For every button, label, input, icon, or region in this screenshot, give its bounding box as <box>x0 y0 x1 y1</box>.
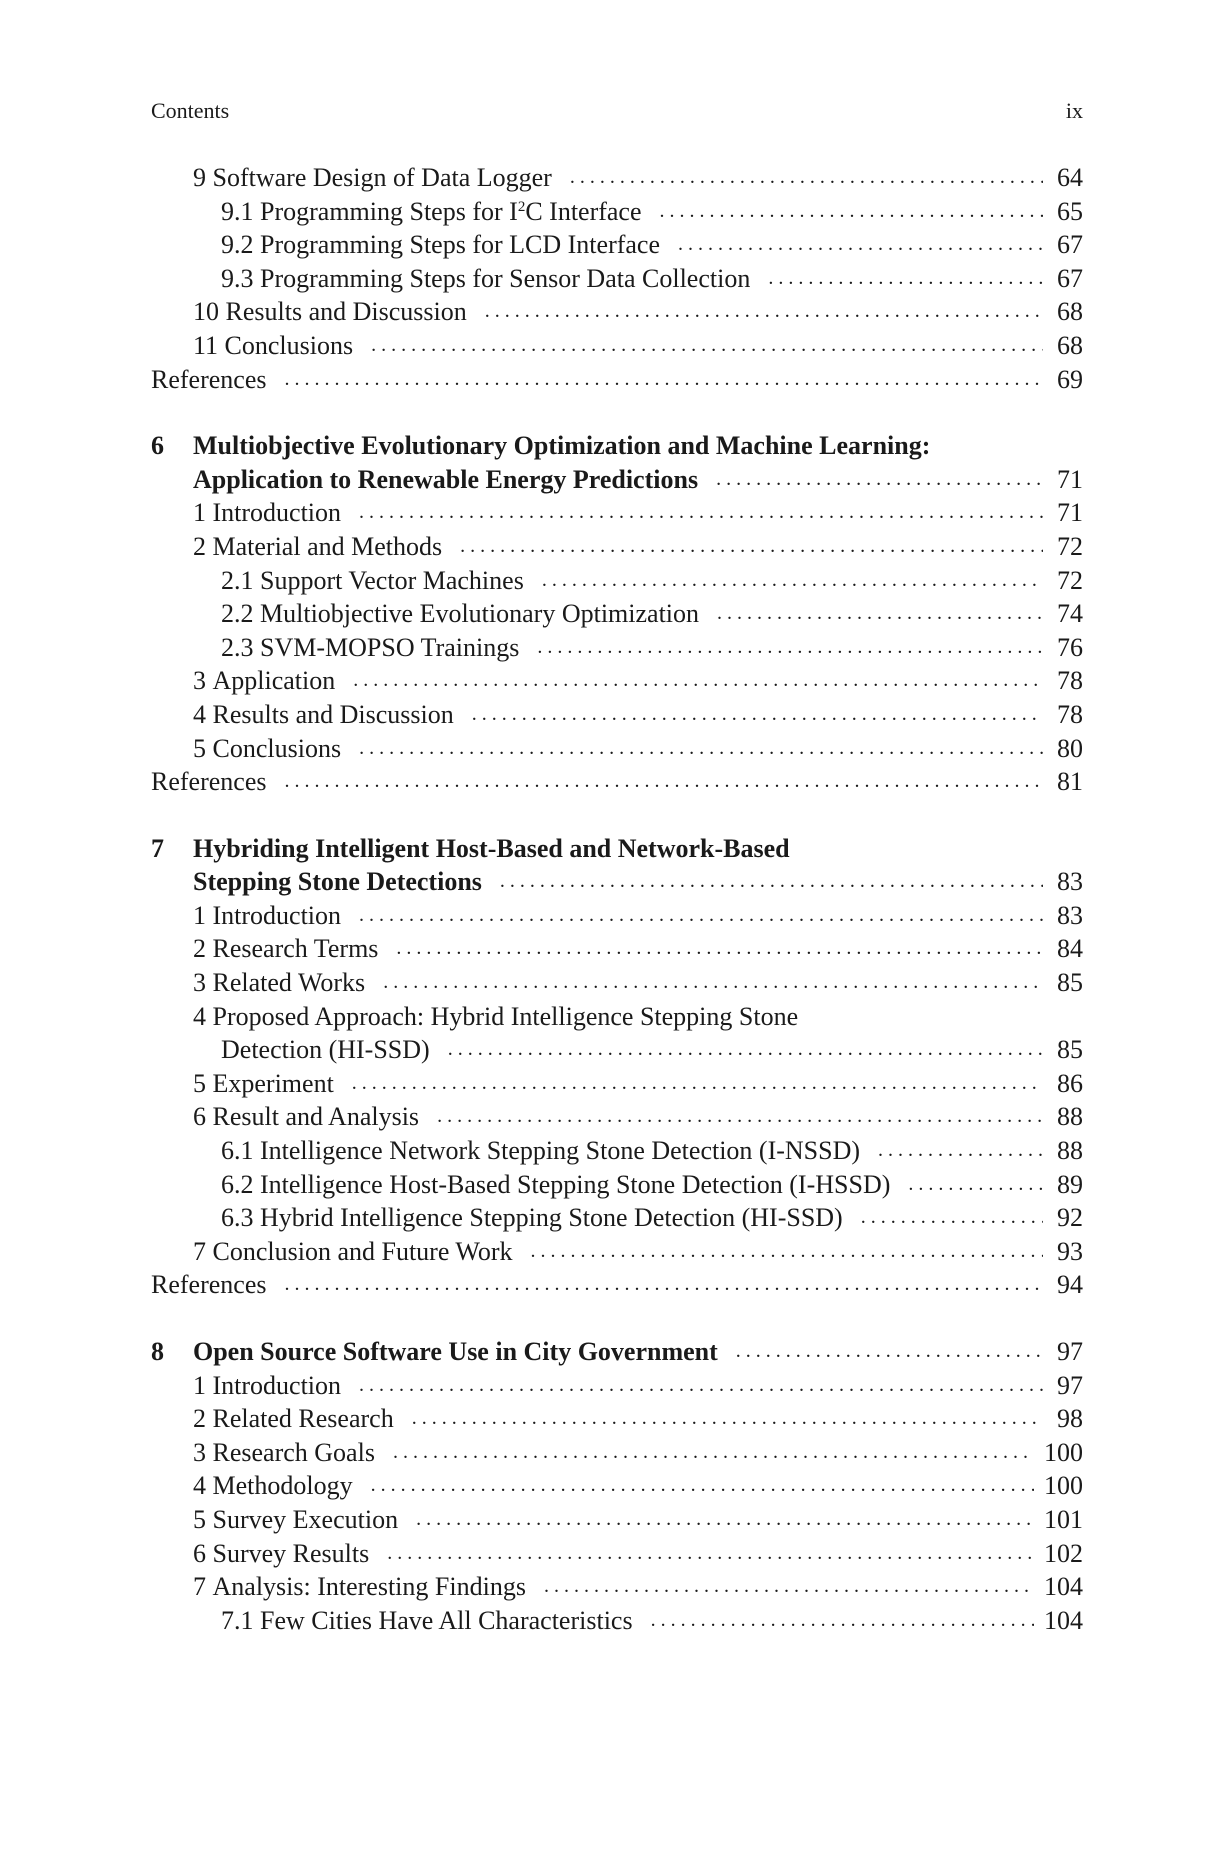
toc-chapter <box>151 832 1083 1302</box>
chapter-title: Hybriding Intelligent Host-Based and Network-Based <box>193 833 790 863</box>
toc-references[interactable] <box>151 765 1083 799</box>
entry-title <box>221 228 660 262</box>
toc-entry[interactable] <box>151 1436 1083 1470</box>
toc-entry[interactable] <box>151 195 1083 229</box>
entry-title <box>221 1604 633 1638</box>
leader-dots <box>544 1570 1034 1604</box>
entry-title <box>151 363 266 397</box>
leader-dots <box>416 1503 1034 1537</box>
page-ref: 85 <box>1057 1035 1083 1065</box>
entry-text: Conclusions <box>224 330 354 360</box>
leader-dots <box>359 1369 1043 1403</box>
chapter-title: Stepping Stone Detections <box>193 867 482 897</box>
leader-dots <box>651 1604 1034 1638</box>
entry-number: 1 <box>193 498 206 528</box>
entry-text: Intelligence Host-Based Stepping Stone Detection (I-HSSD) <box>260 1169 891 1199</box>
page-ref: 74 <box>1057 599 1083 629</box>
page-ref: 104 <box>1044 1605 1083 1635</box>
page-ref: 101 <box>1044 1504 1083 1534</box>
entry-number: 9 <box>193 163 206 192</box>
leader-dots <box>371 1469 1034 1503</box>
entry-number: 3 <box>193 968 206 998</box>
entry-text: Survey Results <box>212 1538 370 1568</box>
entry-number: 9.2 <box>221 230 254 260</box>
leader-dots <box>383 966 1043 1000</box>
leader-dots <box>736 1335 1043 1369</box>
toc-entry[interactable] <box>151 1235 1083 1269</box>
entry-number: 9.1 <box>221 196 254 226</box>
page-ref: 97 <box>1057 1370 1083 1400</box>
entry-text: Few Cities Have All Characteristics <box>260 1605 633 1635</box>
chapter-title: Multiobjective Evolutionary Optimization and Machine Learning: <box>193 431 931 461</box>
entry-text: Software Design of Data Logger <box>212 163 552 192</box>
toc-entry[interactable] <box>151 1369 1083 1403</box>
page-ref: 104 <box>1044 1572 1083 1602</box>
toc-entry[interactable] <box>151 932 1083 966</box>
entry-text: Programming Steps for LCD Interface <box>260 230 661 260</box>
entry-title <box>193 329 353 363</box>
entry-number: 2.2 <box>221 599 254 629</box>
entry-title <box>193 161 552 195</box>
leader-dots <box>448 1033 1043 1067</box>
entry-title <box>193 899 341 933</box>
leader-dots <box>485 295 1043 329</box>
toc-entry[interactable] <box>151 496 1083 530</box>
entry-number: 9.3 <box>221 263 254 293</box>
toc-entry[interactable] <box>151 1100 1083 1134</box>
entry-title <box>221 597 699 631</box>
leader-dots <box>359 899 1043 933</box>
entry-text: Results and Discussion <box>212 699 454 729</box>
toc-entry[interactable] <box>151 1469 1083 1503</box>
toc-entry[interactable] <box>151 597 1083 631</box>
leader-dots <box>396 932 1043 966</box>
toc-entry[interactable] <box>151 262 1083 296</box>
toc-chapter <box>151 161 1083 396</box>
entry-text: Research Terms <box>212 934 379 964</box>
toc-chapter <box>151 429 1083 799</box>
entry-number: 4 <box>193 699 206 729</box>
toc-entry[interactable] <box>151 161 1083 195</box>
entry-title <box>193 1436 375 1470</box>
entry-number: 5 <box>193 1068 206 1098</box>
entry-text: Analysis: Interesting Findings <box>212 1572 526 1602</box>
entry-title <box>221 1201 843 1235</box>
chapter-title-line[interactable] <box>151 1335 1083 1369</box>
leader-dots <box>460 530 1043 564</box>
page-ref: 86 <box>1057 1068 1083 1098</box>
entry-text: Survey Execution <box>212 1504 399 1534</box>
entry-title <box>193 932 378 966</box>
page-ref: 97 <box>1057 1337 1083 1366</box>
entry-title <box>193 1067 334 1101</box>
page-ref: 71 <box>1057 464 1083 494</box>
leader-dots <box>352 1067 1043 1101</box>
entry-title-continued: Detection (HI-SSD) <box>221 1035 430 1065</box>
leader-dots <box>660 195 1043 229</box>
running-header-title: Contents <box>151 98 230 123</box>
toc-entry[interactable] <box>151 1033 1083 1067</box>
toc-entry[interactable] <box>151 1402 1083 1436</box>
entry-text: Hybrid Intelligence Stepping Stone Detection (HI-SSD) <box>260 1203 843 1233</box>
leader-dots <box>284 1268 1043 1302</box>
superscript: 2 <box>517 198 526 215</box>
entry-number: 2 <box>193 934 206 964</box>
entry-number: 6.1 <box>221 1136 254 1166</box>
entry-text: References <box>151 364 267 394</box>
entry-title <box>193 1369 341 1403</box>
leader-dots <box>371 329 1043 363</box>
entry-text: Related Research <box>212 1404 394 1434</box>
entry-number: 6 <box>193 1538 206 1568</box>
entry-number: 1 <box>193 900 206 930</box>
page-ref: 94 <box>1057 1270 1083 1300</box>
toc-entry[interactable] <box>151 1604 1083 1638</box>
page-ref: 80 <box>1057 733 1083 763</box>
leader-dots <box>678 228 1043 262</box>
entry-text: Multiobjective Evolutionary Optimization <box>260 599 700 629</box>
entry-text: Introduction <box>212 1370 342 1400</box>
leader-dots <box>717 597 1043 631</box>
entry-title <box>193 1570 526 1604</box>
toc-entry[interactable] <box>151 564 1083 598</box>
page-ref: 98 <box>1057 1404 1083 1434</box>
entry-text: Support Vector Machines <box>260 565 524 595</box>
toc-entry[interactable] <box>151 631 1083 665</box>
page-ref: 93 <box>1057 1236 1083 1266</box>
page-ref: 72 <box>1057 565 1083 595</box>
entry-text: Related Works <box>212 968 366 998</box>
entry-text-after: C Interface <box>525 196 642 226</box>
page-ref: 89 <box>1057 1169 1083 1199</box>
entry-title <box>221 195 642 229</box>
leader-dots <box>768 262 1043 296</box>
entry-text: References <box>151 767 267 797</box>
page-ref: 65 <box>1057 196 1083 226</box>
leader-dots <box>716 463 1043 497</box>
entry-number: 2.3 <box>221 632 254 662</box>
entry-title <box>221 1134 860 1168</box>
page-ref: 78 <box>1057 666 1083 696</box>
toc-entry[interactable] <box>151 1503 1083 1537</box>
entry-number: 2.1 <box>221 565 254 595</box>
page-ref: 72 <box>1057 531 1083 561</box>
toc-entry-line[interactable] <box>151 1000 1083 1034</box>
toc-references[interactable] <box>151 1268 1083 1302</box>
toc-entry[interactable] <box>151 530 1083 564</box>
page-ref: 92 <box>1057 1203 1083 1233</box>
toc-entry[interactable] <box>151 1067 1083 1101</box>
entry-title <box>193 295 467 329</box>
entry-title <box>193 530 442 564</box>
leader-dots <box>542 564 1043 598</box>
leader-dots <box>861 1201 1043 1235</box>
toc-entry[interactable] <box>151 1134 1083 1168</box>
entry-number: 7 <box>193 1236 206 1266</box>
page-ref: 84 <box>1057 934 1083 964</box>
entry-title <box>193 664 335 698</box>
entry-title <box>193 732 341 766</box>
toc-entry[interactable] <box>151 732 1083 766</box>
page-ref: 100 <box>1044 1471 1083 1501</box>
toc-entry[interactable] <box>151 1537 1083 1571</box>
leader-dots <box>472 698 1043 732</box>
toc-entry[interactable] <box>151 899 1083 933</box>
entry-text: Conclusions <box>212 733 342 763</box>
entry-number: 5 <box>193 1504 206 1534</box>
leader-dots <box>412 1402 1043 1436</box>
entry-text: Material and Methods <box>212 531 443 561</box>
leader-dots <box>359 732 1043 766</box>
chapter-number: 6 <box>151 431 164 461</box>
entry-number: 2 <box>193 531 206 561</box>
toc-entry[interactable] <box>151 228 1083 262</box>
chapter-title-line[interactable] <box>151 832 1083 866</box>
toc-entry[interactable] <box>151 698 1083 732</box>
leader-dots <box>353 664 1043 698</box>
entry-text: Result and Analysis <box>212 1102 420 1132</box>
entry-text: Experiment <box>212 1068 334 1098</box>
page-ref: 67 <box>1057 263 1083 293</box>
page-ref: 68 <box>1057 297 1083 327</box>
entry-title <box>193 698 454 732</box>
entry-title <box>193 1469 353 1503</box>
leader-dots <box>387 1537 1034 1571</box>
chapter-number: 8 <box>151 1337 164 1366</box>
entry-text: References <box>151 1270 267 1300</box>
entry-number: 7.1 <box>221 1605 254 1635</box>
entry-title <box>193 496 341 530</box>
page-ref: 85 <box>1057 968 1083 998</box>
toc-references[interactable] <box>151 363 1083 397</box>
toc-chapter <box>151 1335 1083 1637</box>
toc-entry[interactable] <box>151 1168 1083 1202</box>
entry-number: 3 <box>193 1437 206 1467</box>
entry-number: 6.2 <box>221 1169 254 1199</box>
entry-number: 10 <box>193 297 219 327</box>
chapter-title-line[interactable] <box>151 865 1083 899</box>
table-of-contents <box>151 161 1083 1637</box>
chapter-title-line[interactable] <box>151 429 1083 463</box>
leader-dots <box>531 1235 1043 1269</box>
entry-text: Programming Steps for I <box>260 196 518 226</box>
entry-title <box>151 1268 266 1302</box>
page-ref: 100 <box>1044 1437 1083 1467</box>
page-ref: 78 <box>1057 699 1083 729</box>
page-ref: 71 <box>1057 498 1083 528</box>
page-ref: 81 <box>1057 767 1083 797</box>
entry-title <box>151 765 266 799</box>
page-ref: 102 <box>1044 1538 1083 1568</box>
toc-entry[interactable] <box>151 664 1083 698</box>
entry-title <box>193 1402 394 1436</box>
leader-dots <box>359 496 1043 530</box>
entry-number: 5 <box>193 733 206 763</box>
page-ref: 88 <box>1057 1102 1083 1132</box>
entry-text: SVM-MOPSO Trainings <box>260 632 520 662</box>
chapter-title-line[interactable] <box>151 463 1083 497</box>
entry-text: Introduction <box>212 498 342 528</box>
leader-dots <box>284 363 1043 397</box>
leader-dots <box>878 1134 1043 1168</box>
entry-text: Programming Steps for Sensor Data Collection <box>260 263 751 293</box>
entry-number: 6 <box>193 1102 206 1132</box>
entry-text: Methodology <box>212 1471 353 1501</box>
toc-entry[interactable] <box>151 329 1083 363</box>
entry-text: Introduction <box>212 900 342 930</box>
entry-title <box>221 631 519 665</box>
page-ref: 68 <box>1057 330 1083 360</box>
entry-text: Results and Discussion <box>225 297 467 327</box>
entry-text: Research Goals <box>212 1437 375 1467</box>
leader-dots <box>537 631 1043 665</box>
chapter-number: 7 <box>151 833 164 863</box>
leader-dots <box>393 1436 1034 1470</box>
entry-number: 11 <box>193 330 219 360</box>
entry-number: 2 <box>193 1404 206 1434</box>
entry-title <box>193 1503 398 1537</box>
entry-number: 7 <box>193 1572 206 1602</box>
chapter-title: Open Source Software Use in City Government <box>193 1337 718 1366</box>
entry-title <box>193 966 365 1000</box>
leader-dots <box>437 1100 1043 1134</box>
page-ref: 64 <box>1057 163 1083 192</box>
entry-title <box>221 564 524 598</box>
leader-dots <box>570 161 1043 195</box>
entry-title <box>221 1168 890 1202</box>
chapter-title: Application to Renewable Energy Predictions <box>193 464 699 494</box>
page-ref: 69 <box>1057 364 1083 394</box>
entry-number: 4 <box>193 1471 206 1501</box>
leader-dots <box>908 1168 1043 1202</box>
entry-title: Proposed Approach: Hybrid Intelligence Stepping Stone <box>212 1001 799 1031</box>
leader-dots <box>284 765 1043 799</box>
toc-entry[interactable] <box>151 295 1083 329</box>
entry-text: Intelligence Network Stepping Stone Detection (I-NSSD) <box>260 1136 861 1166</box>
entry-number: 4 <box>193 1001 206 1031</box>
leader-dots <box>500 865 1043 899</box>
page-ref: 76 <box>1057 632 1083 662</box>
page-ref: 83 <box>1057 867 1083 897</box>
page-number: ix <box>1065 98 1083 123</box>
toc-entry[interactable] <box>151 1570 1083 1604</box>
toc-entry[interactable] <box>151 1201 1083 1235</box>
entry-title <box>193 1537 369 1571</box>
entry-number: 1 <box>193 1370 206 1400</box>
entry-text: Application <box>212 666 336 696</box>
toc-entry[interactable] <box>151 966 1083 1000</box>
entry-title <box>221 262 750 296</box>
page-ref: 88 <box>1057 1136 1083 1166</box>
entry-text: Conclusion and Future Work <box>212 1236 513 1266</box>
page-ref: 67 <box>1057 230 1083 260</box>
entry-number: 6.3 <box>221 1203 254 1233</box>
entry-number: 3 <box>193 666 206 696</box>
entry-title <box>193 1100 419 1134</box>
entry-title <box>193 1235 513 1269</box>
page-ref: 83 <box>1057 900 1083 930</box>
